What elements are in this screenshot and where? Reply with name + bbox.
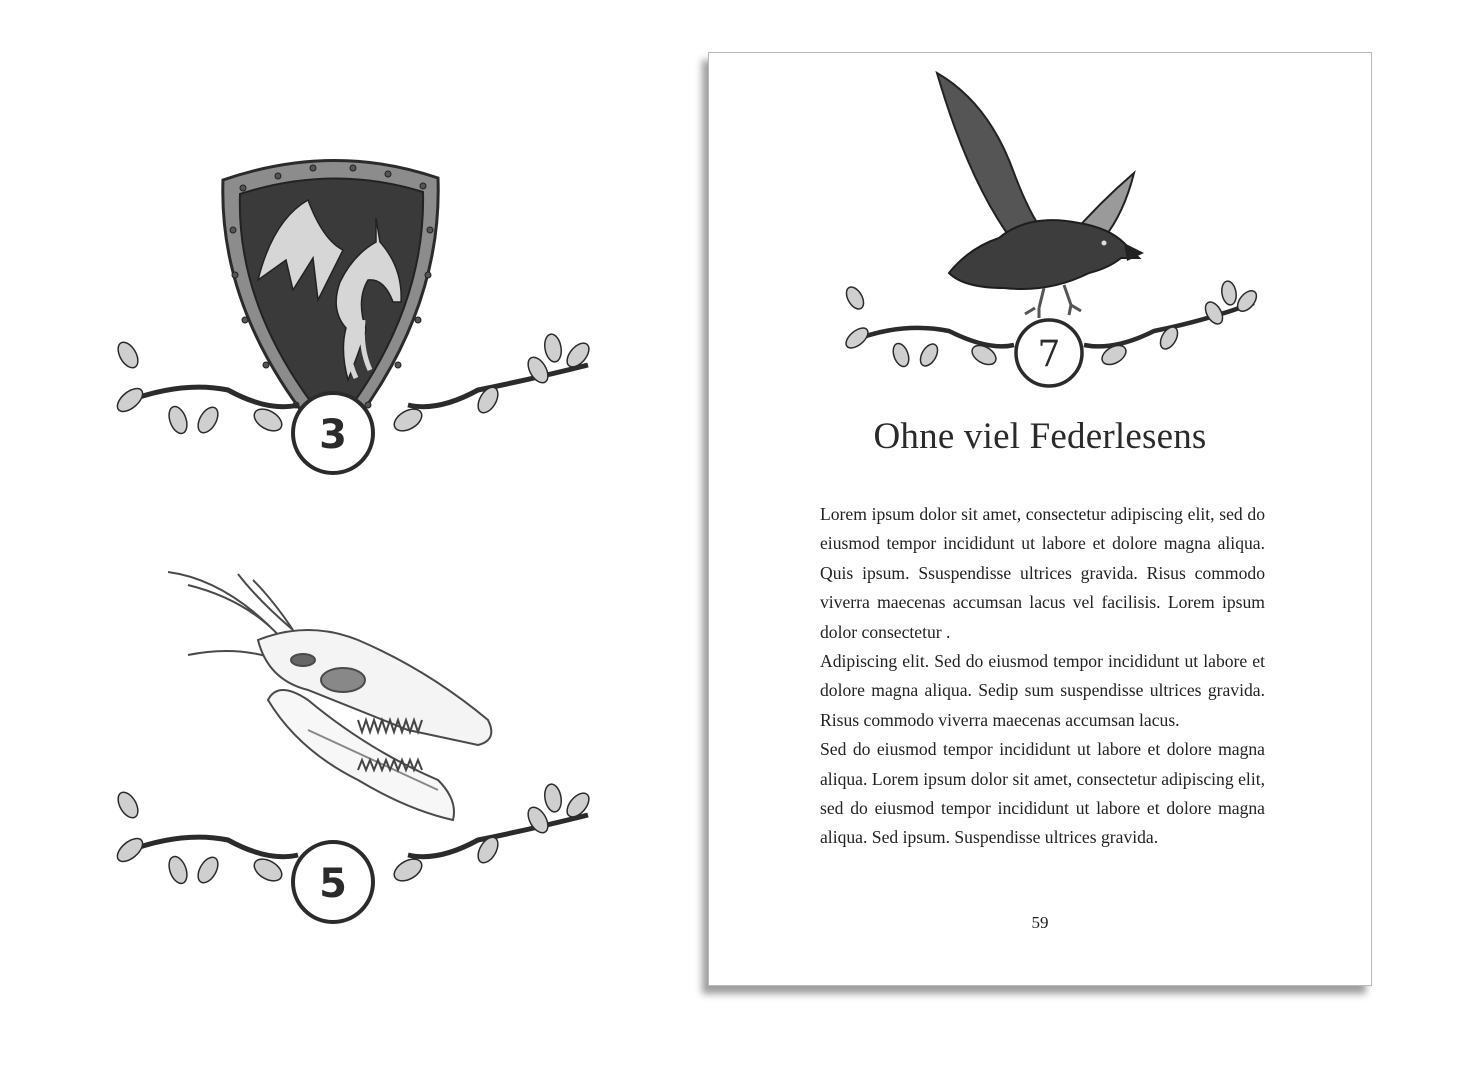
paragraph: Sed do eiusmod tempor incididunt ut labore et dolore magna aliqua. Lorem ipsum dolor sit amet, consectetur adipiscing elit, sed do eiusmod tempor incididunt ut labore et dolore magna aliqua. Sed ipsum. Suspendisse ultrices gravida.	[820, 739, 1265, 848]
number-badge	[293, 842, 373, 922]
dragon-skull-icon	[168, 572, 491, 820]
chapter-number: 3	[319, 412, 347, 458]
page-number: 59	[1031, 913, 1049, 932]
number-badge	[293, 393, 373, 473]
paragraph: Adipiscing elit. Sed do eiusmod tempor incididunt ut labore et dolore magna aliqua. Sedip sum suspendisse ultrices gravida. Risus commodo viverra maecenas accumsan lacus.	[820, 651, 1265, 730]
chapter-title: Ohne viel Federlesens	[873, 416, 1207, 457]
chapter-number: 7	[1037, 334, 1061, 375]
raven-icon	[937, 73, 1144, 318]
body-text	[820, 500, 1265, 853]
number-badge	[1016, 320, 1082, 386]
chapter-number: 5	[319, 861, 347, 907]
paragraph: Lorem ipsum dolor sit amet, consectetur adipiscing elit, sed do eiusmod tempor incididunt ut labore et dolore magna aliqua. Quis ipsum. Ssuspendisse ultrices gravida. Risus commodo viverra maecenas accumsan lacus vel facilisis. Lorem ipsum dolor consectetur .	[820, 504, 1265, 642]
chapter-emblem-5	[108, 560, 598, 925]
book-page	[708, 52, 1372, 986]
chapter-emblem-3	[108, 150, 598, 485]
chapter-emblem-7	[839, 63, 1259, 393]
